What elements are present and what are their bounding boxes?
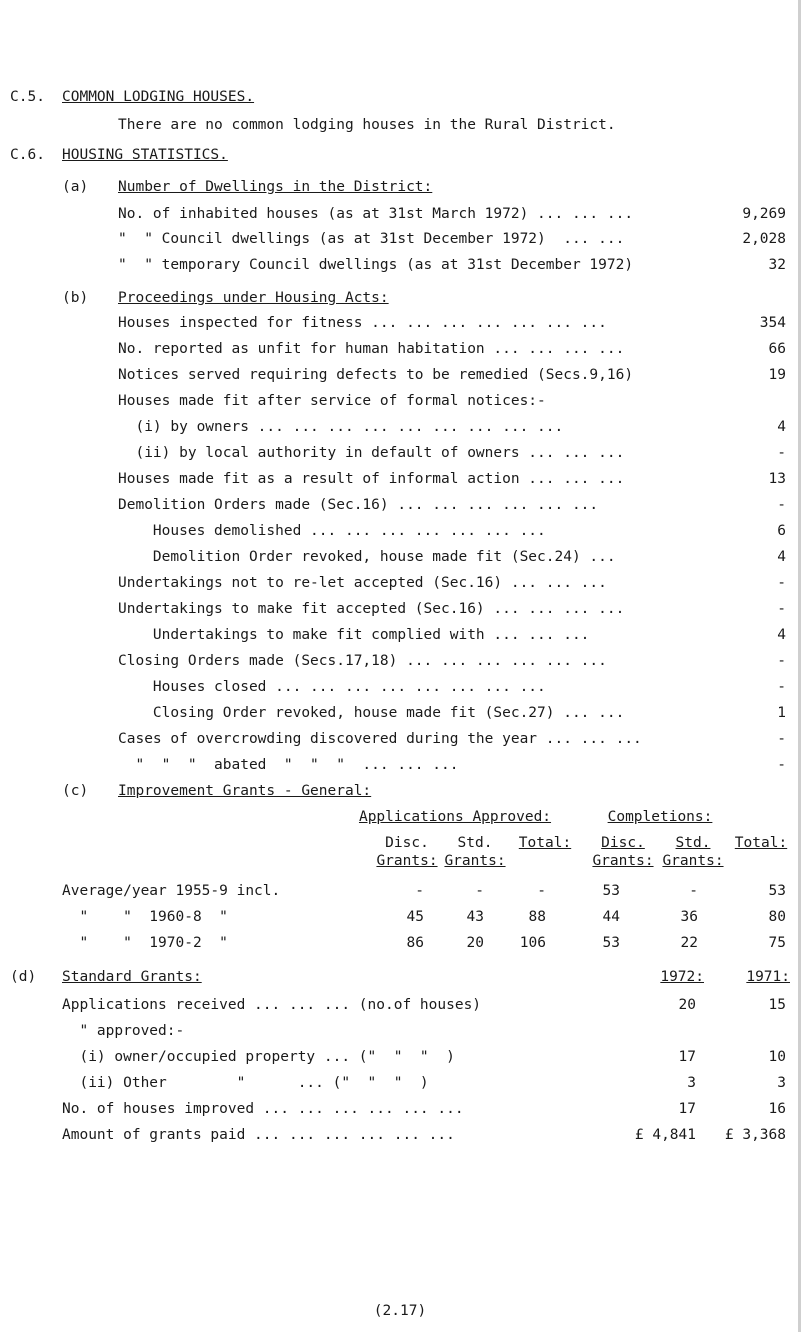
- d-val-1972: £ 4,841: [634, 1127, 696, 1143]
- c-col-total: Total:: [518, 835, 572, 851]
- c-cell: -: [415, 883, 424, 899]
- b-row-value: -: [777, 575, 786, 591]
- d-row-text: " approved:-: [62, 1023, 185, 1039]
- c-col-grants: Grants:: [592, 853, 654, 869]
- c-row-label: Average/year 1955-9 incl.: [62, 883, 281, 899]
- c-label: (c): [62, 783, 89, 799]
- d-val-1972: 17: [678, 1101, 696, 1117]
- b-row-text: Closing Orders made (Secs.17,18) ... ... ... ... ... ...: [118, 653, 607, 669]
- d-row-text: No. of houses improved ... ... ... ... ... ...: [62, 1101, 464, 1117]
- d-label: (d): [10, 969, 37, 985]
- c-cell: 53: [602, 883, 620, 899]
- b-row-text: Undertakings to make fit complied with ... ... ...: [118, 627, 590, 643]
- b-label: (b): [62, 290, 89, 306]
- c-cell: 45: [406, 909, 424, 925]
- b-row-value: -: [777, 757, 786, 773]
- c5-text: There are no common lodging houses in the Rural District.: [118, 117, 616, 133]
- d-row-text: (ii) Other " ... (" " " ): [62, 1075, 429, 1091]
- c-cell: 86: [406, 935, 424, 951]
- b-row-text: Undertakings to make fit accepted (Sec.16) ... ... ... ...: [118, 601, 625, 617]
- d-row-text: Applications received ... ... ... (no.of houses): [62, 997, 482, 1013]
- d-year-1971: 1971:: [746, 969, 790, 985]
- a-row-text: " " Council dwellings (as at 31st December 1972) ... ...: [118, 231, 625, 247]
- a-row-value: 32: [768, 257, 786, 273]
- c-cell: 36: [680, 909, 698, 925]
- b-row-text: No. reported as unfit for human habitation ... ... ... ...: [118, 341, 625, 357]
- c-col-grants: Grants:: [444, 853, 506, 869]
- c-cell: 22: [680, 935, 698, 951]
- d-val-1971: £ 3,368: [724, 1127, 786, 1143]
- d-val-1972: 20: [678, 997, 696, 1013]
- c-row-label: " " 1970-2 ": [62, 935, 228, 951]
- a-row-text: " " temporary Council dwellings (as at 31st December 1972): [118, 257, 634, 273]
- b-row-value: -: [777, 731, 786, 747]
- c-col-std: Std.: [457, 835, 493, 851]
- c-cell: 20: [466, 935, 484, 951]
- c-cell: 106: [519, 935, 546, 951]
- d-val-1971: 15: [768, 997, 786, 1013]
- c-group-completions: Completions:: [607, 809, 713, 825]
- page-number: (2.17): [373, 1303, 427, 1319]
- c-cell: 53: [602, 935, 620, 951]
- b-row-text: Closing Order revoked, house made fit (Sec.27) ... ...: [118, 705, 625, 721]
- b-row-value: 19: [768, 367, 786, 383]
- c-cell: 53: [768, 883, 786, 899]
- b-row-text: Houses inspected for fitness ... ... ... ... ... ... ...: [118, 315, 607, 331]
- a-heading: Number of Dwellings in the District:: [118, 179, 433, 195]
- c-cell: 75: [768, 935, 786, 951]
- b-row-text: Houses demolished ... ... ... ... ... ... ...: [118, 523, 546, 539]
- d-year-1972: 1972:: [660, 969, 704, 985]
- b-row-text: Demolition Orders made (Sec.16) ... ... ... ... ... ...: [118, 497, 599, 513]
- section-number-c5: C.5.: [10, 89, 45, 105]
- b-row-text: (ii) by local authority in default of owners ... ... ...: [118, 445, 625, 461]
- c-cell: -: [537, 883, 546, 899]
- c-col-std: Std.: [675, 835, 711, 851]
- d-val-1972: 17: [678, 1049, 696, 1065]
- b-row-text: Cases of overcrowding discovered during the year ... ... ...: [118, 731, 642, 747]
- d-val-1971: 16: [768, 1101, 786, 1117]
- b-row-value: 4: [777, 419, 786, 435]
- b-row-value: -: [777, 653, 786, 669]
- c-cell: -: [689, 883, 698, 899]
- c-cell: 44: [602, 909, 620, 925]
- c-cell: 88: [528, 909, 546, 925]
- d-val-1971: 3: [777, 1075, 786, 1091]
- a-row-text: No. of inhabited houses (as at 31st March 1972) ... ... ...: [118, 206, 634, 222]
- section-number-c6: C.6.: [10, 147, 45, 163]
- b-row-value: 4: [777, 627, 786, 643]
- c-col-disc: Disc.: [601, 835, 645, 851]
- b-row-text: " " " abated " " " ... ... ...: [118, 757, 459, 773]
- b-row-text: Houses made fit after service of formal notices:-: [118, 393, 546, 409]
- a-row-value: 9,269: [742, 206, 786, 222]
- c-cell: -: [475, 883, 484, 899]
- d-heading: Standard Grants:: [62, 969, 202, 985]
- c-cell: 80: [768, 909, 786, 925]
- b-row-value: 13: [768, 471, 786, 487]
- d-row-text: Amount of grants paid ... ... ... ... ... ...: [62, 1127, 455, 1143]
- c-cell: 43: [466, 909, 484, 925]
- b-row-text: Demolition Order revoked, house made fit (Sec.24) ...: [118, 549, 616, 565]
- b-row-value: 6: [777, 523, 786, 539]
- d-val-1972: 3: [687, 1075, 696, 1091]
- b-row-value: -: [777, 445, 786, 461]
- c-col-total: Total:: [734, 835, 788, 851]
- b-row-text: Undertakings not to re-let accepted (Sec.16) ... ... ...: [118, 575, 607, 591]
- b-row-text: (i) by owners ... ... ... ... ... ... ... ... ...: [118, 419, 564, 435]
- d-val-1971: 10: [768, 1049, 786, 1065]
- section-title-c5: COMMON LODGING HOUSES.: [62, 89, 255, 105]
- c-heading: Improvement Grants - General:: [118, 783, 372, 799]
- b-row-value: -: [777, 601, 786, 617]
- section-title-c6: HOUSING STATISTICS.: [62, 147, 228, 163]
- b-row-value: 4: [777, 549, 786, 565]
- a-row-value: 2,028: [742, 231, 786, 247]
- a-label: (a): [62, 179, 89, 195]
- b-row-value: 66: [768, 341, 786, 357]
- b-row-text: Houses made fit as a result of informal action ... ... ...: [118, 471, 625, 487]
- b-row-value: 354: [759, 315, 786, 331]
- b-row-value: 1: [777, 705, 786, 721]
- b-row-text: Houses closed ... ... ... ... ... ... ... ...: [118, 679, 546, 695]
- b-row-value: -: [777, 497, 786, 513]
- d-row-text: (i) owner/occupied property ... (" " " ): [62, 1049, 455, 1065]
- c-col-grants: Grants:: [376, 853, 438, 869]
- c-row-label: " " 1960-8 ": [62, 909, 228, 925]
- c-group-applications: Applications Approved:: [358, 809, 552, 825]
- b-row-text: Notices served requiring defects to be remedied (Secs.9,16): [118, 367, 634, 383]
- b-row-value: -: [777, 679, 786, 695]
- c-col-grants: Grants:: [662, 853, 724, 869]
- b-heading: Proceedings under Housing Acts:: [118, 290, 389, 306]
- c-col-disc: Disc.: [385, 835, 429, 851]
